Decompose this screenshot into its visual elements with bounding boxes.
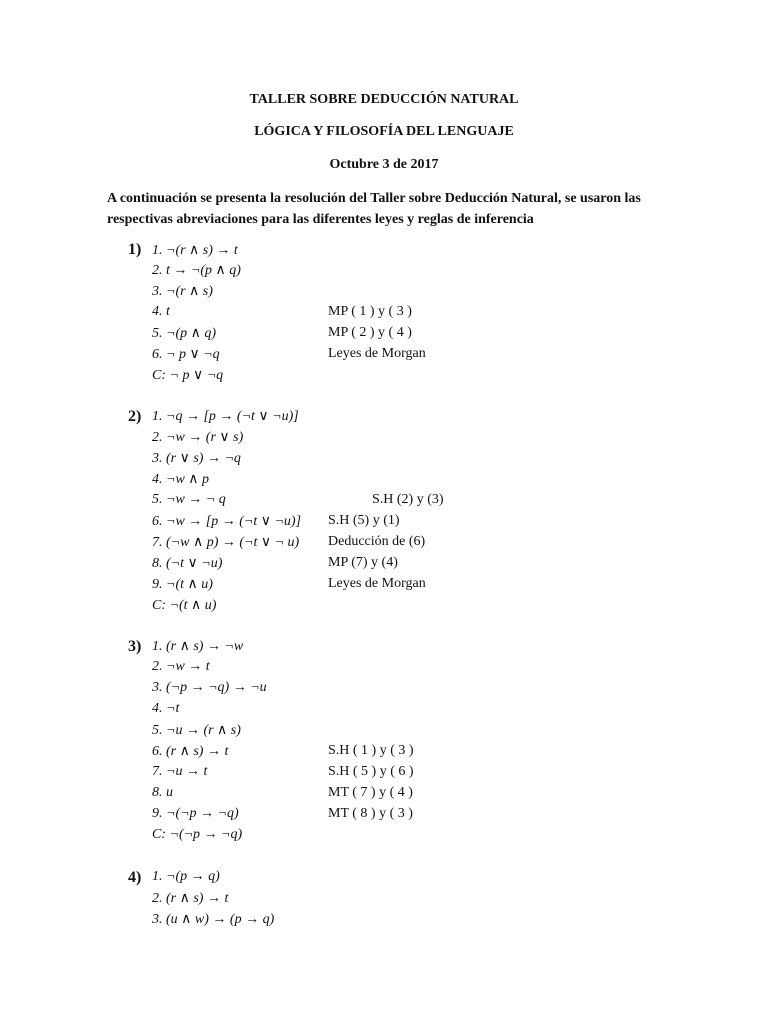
- document-date: Octubre 3 de 2017: [329, 157, 439, 172]
- proof-step: 4. ¬t: [152, 701, 180, 716]
- inference-rule: S.H ( 5 ) y ( 6 ): [328, 764, 414, 779]
- proof-step: 2. t → ¬(p ∧ q): [152, 263, 241, 278]
- proof-step: 2. ¬w → (r ∨ s): [152, 430, 244, 445]
- proof-step: 1. ¬q → [p → (¬t ∨ ¬u)]: [152, 409, 299, 424]
- proof-step: 9. ¬(¬p → ¬q): [152, 806, 239, 821]
- proof-step: 3. ¬(r ∧ s): [152, 284, 213, 299]
- proof-step: 1. ¬(r ∧ s) → t: [152, 243, 238, 258]
- intro-line-1: A continuación se presenta la resolución del Taller sobre Deducción Natural, se usaron las: [107, 191, 641, 206]
- intro-line-2: respectivas abreviaciones para las diferentes leyes y reglas de inferencia: [107, 212, 534, 227]
- proof-step: 6. ¬w → [p → (¬t ∨ ¬u)]: [152, 514, 302, 529]
- proof-step: 3. (u ∧ w) → (p → q): [152, 912, 275, 927]
- exercise-number: 2): [128, 408, 142, 425]
- inference-rule: Leyes de Morgan: [328, 346, 426, 361]
- inference-rule: MP (7) y (4): [328, 555, 398, 570]
- proof-step: 2. ¬w → t: [152, 659, 210, 674]
- inference-rule: MT ( 7 ) y ( 4 ): [328, 785, 413, 800]
- proof-step: 3. (r ∨ s) → ¬q: [152, 451, 241, 466]
- inference-rule: Leyes de Morgan: [328, 576, 426, 591]
- proof-step: 4. ¬w ∧ p: [152, 472, 210, 487]
- proof-step: 2. (r ∧ s) → t: [152, 891, 229, 906]
- proof-step: 5. ¬w → ¬ q: [152, 492, 226, 507]
- inference-rule: MP ( 2 ) y ( 4 ): [328, 325, 412, 340]
- inference-rule: Deducción de (6): [328, 534, 426, 549]
- document-title: TALLER SOBRE DEDUCCIÓN NATURAL: [249, 92, 519, 107]
- proof-step: 3. (¬p → ¬q) → ¬u: [152, 680, 267, 695]
- proof-step: 5. ¬u → (r ∧ s): [152, 723, 241, 738]
- inference-rule: S.H ( 1 ) y ( 3 ): [328, 743, 414, 758]
- proof-conclusion: C: ¬ p ∨ ¬q: [152, 368, 224, 383]
- proof-step: 7. (¬w ∧ p) → (¬t ∨ ¬ u): [152, 535, 300, 550]
- proof-step: 9. ¬(t ∧ u): [152, 577, 213, 592]
- proof-conclusion: C: ¬(¬p → ¬q): [152, 827, 243, 842]
- inference-rule: S.H (5) y (1): [328, 513, 400, 528]
- course-title: LÓGICA Y FILOSOFÍA DEL LENGUAJE: [254, 124, 514, 139]
- proof-conclusion: C: ¬(t ∧ u): [152, 598, 217, 613]
- proof-step: 8. (¬t ∨ ¬u): [152, 556, 223, 571]
- inference-rule: MT ( 8 ) y ( 3 ): [328, 806, 413, 821]
- proof-step: 4. t: [152, 304, 170, 319]
- exercise-number: 3): [128, 638, 142, 655]
- proof-step: 6. (r ∧ s) → t: [152, 744, 229, 759]
- proof-step: 1. (r ∧ s) → ¬w: [152, 639, 244, 654]
- proof-step: 8. u: [152, 785, 173, 800]
- proof-step: 1. ¬(p → q): [152, 869, 220, 884]
- inference-rule: S.H (2) y (3): [372, 492, 444, 507]
- exercise-number: 1): [128, 241, 142, 258]
- exercise-number: 4): [128, 869, 142, 886]
- proof-step: 7. ¬u → t: [152, 764, 208, 779]
- inference-rule: MP ( 1 ) y ( 3 ): [328, 304, 412, 319]
- proof-step: 5. ¬(p ∧ q): [152, 326, 217, 341]
- proof-step: 6. ¬ p ∨ ¬q: [152, 347, 220, 362]
